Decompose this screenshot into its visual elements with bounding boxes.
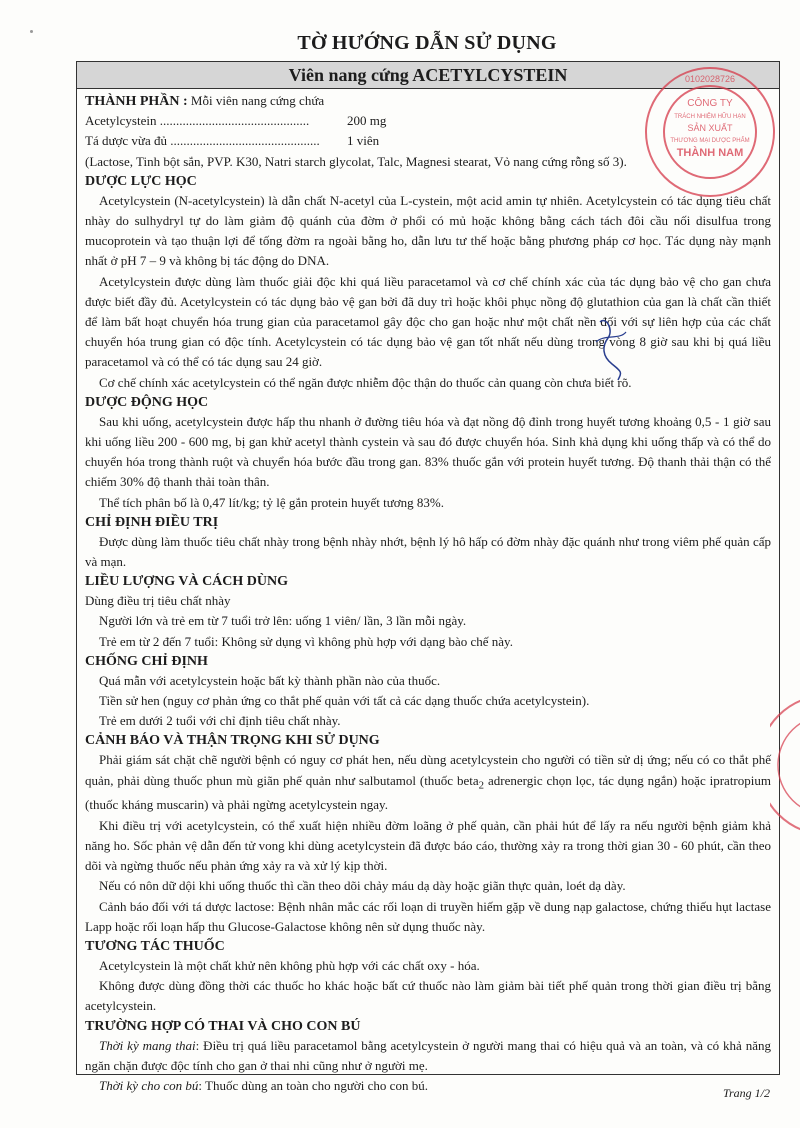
product-name-bar: Viên nang cứng ACETYLCYSTEIN [77, 62, 779, 89]
warnings-paragraph [85, 750, 771, 815]
pharmacokinetics-paragraph: Thể tích phân bố là 0,47 lít/kg; tỷ lệ gắn protein huyết tương 83%. [99, 494, 444, 510]
pregnancy-paragraph [85, 1036, 771, 1076]
active-ingredient-label: Acetylcystein .............................................. [85, 113, 310, 129]
seal-line: THƯƠNG MẠI DƯỢC PHẨM [670, 138, 750, 144]
seal-line: SẢN XUẤT [687, 123, 733, 133]
pharmacodynamics-paragraph: Cơ chế chính xác acetylcystein có thể ngăn được nhiễm độc thận do thuốc cản quang còn chưa biết rõ. [99, 374, 632, 390]
pharmacokinetics-heading: DƯỢC ĐỘNG HỌC [85, 394, 209, 410]
composition-heading: THÀNH PHẦN : [85, 94, 188, 109]
seal-line: THÀNH NAM [676, 147, 744, 159]
dosage-heading: LIỀU LƯỢNG VÀ CÁCH DÙNG [85, 574, 289, 590]
dosage-intro: Dùng điều trị tiêu chất nhày [85, 593, 231, 609]
leaflet-body [77, 89, 779, 1096]
signature-mark [592, 312, 632, 382]
warnings-paragraph: Cảnh báo đối với tá dược lactose: Bệnh nhân mắc các rối loạn di truyền hiếm gặp về dung nạp galactose, chứng thiếu hụt lactase Lapp hoặc rối loạn hấp thu Glucose-Galactose không nên sử dụng thuốc này. [85, 898, 771, 934]
warnings-text: adrenergic chọn lọc, tác dụng ngắn) hoặc ipratropium (thuốc kháng muscarin) và phải ngừng acetylcystein ngay. [85, 772, 771, 813]
pregnancy-text: : Điều trị quá liều paracetamol bằng acetylcystein ở người mang thai có hiệu quả và an toàn, và có khả năng ngăn chặn được độc tính cho gan ở thai nhi cũng như ở người mẹ. [85, 1037, 771, 1073]
pharmacodynamics-paragraph: Acetylcystein được dùng làm thuốc giải độc khi quá liều paracetamol và cơ chế chính xác của tác dụng bảo vệ cho gan chưa được biết đầy đủ. Acetylcystein có tác dụng bảo vệ gan bởi đã duy trì hoặc khôi phục nồng độ glutathion của gan là chất cần thiết để làm bất hoạt chuyển hóa trung gian của paracetamol gây độc cho gan hoặc như một chất nền đối với sự liên hợp của các chất chuyển hóa trung gian có độc tính. Acetylcystein có tác dụng bảo vệ gan tốt nhất nếu dùng trong vòng 8 giờ sau khi bị quá liều paracetamol và có thể có tác dụng sau 24 giờ. [85, 273, 771, 370]
company-seal-stamp [640, 62, 780, 202]
excipient-label: Tá dược vừa đủ .............................................. [85, 133, 320, 149]
dosage-paragraph: Người lớn và trẻ em từ 7 tuổi trở lên: uống 1 viên/ lần, 3 lần mỗi ngày. [99, 613, 467, 629]
warnings-paragraph: Nếu có nôn dữ dội khi uống thuốc thì cần theo dõi chảy máu dạ dày hoặc giãn thực quản, loét dạ dày. [99, 878, 626, 894]
warnings-paragraph: Khi điều trị với acetylcystein, có thể xuất hiện nhiều đờm loãng ở phế quản, cần phải hút để lấy ra nếu người bệnh giảm khả năng ho. Sốc phản vệ dẫn đến tử vong khi dùng acetylcystein đã được báo cáo, thường xảy ra trong thời gian 30 - 60 phút, cần theo dõi và ngừng thuốc nếu phản ứng xảy ra và xử lý kịp thời. [85, 817, 771, 874]
interactions-paragraph: Không được dùng đồng thời các thuốc ho khác hoặc bất cứ thuốc nào làm giảm bài tiết phế quản trong thời gian điều trị bằng acetylcystein. [85, 978, 771, 1014]
excipient-amount: 1 viên [347, 133, 380, 149]
pharmacodynamics-paragraph: Acetylcystein (N-acetylcystein) là dẫn chất N-acetyl của L-cystein, một acid amin tự nhiên. Acetylcystein có tác dụng tiêu chất nhày do sulhydryl tự do làm giảm độ quánh của đờm ở phổi có mủ hoặc không bằng cách tách đôi cầu nối disulfua trong mucoprotein và tạo thuận lợi để tống đờm ra ngoài bằng ho, dẫn lưu tư thế hoặc bằng phương pháp cơ học. Tác dụng này mạnh nhất ở pH 7 – 9 và không bị tác động do DNA. [85, 192, 771, 269]
seal-number: 0102028726 [684, 74, 736, 84]
interactions-heading: TƯƠNG TÁC THUỐC [85, 938, 225, 954]
pregnancy-label: Thời kỳ mang thai [99, 1037, 196, 1053]
pharmacodynamics-heading: DƯỢC LỰC HỌC [85, 173, 197, 189]
composition-intro: Mỗi viên nang cứng chứa [187, 93, 325, 108]
scan-speck [30, 30, 33, 33]
interactions-paragraph: Acetylcystein là một chất khử nên không phù hợp với các chất oxy - hóa. [99, 957, 480, 973]
edge-stamp-fragment [770, 690, 800, 840]
indications-paragraph: Được dùng làm thuốc tiêu chất nhày trong bệnh nhày nhớt, bệnh lý hô hấp có đờm nhày đặc quánh như trong viêm phế quản cấp và mạn. [85, 533, 771, 570]
pregnancy-heading: TRƯỜNG HỢP CÓ THAI VÀ CHO CON BÚ [85, 1018, 361, 1034]
seal-line: CÔNG TY [687, 98, 733, 109]
pharmacokinetics-paragraph: Sau khi uống, acetylcystein được hấp thu nhanh ở đường tiêu hóa và đạt nồng độ đỉnh trong huyết tương khoảng 0,5 - 1 giờ sau khi uống liều 200 - 600 mg, bị gan khử acetyl thành cystein và sau đó được chuyển hóa. Sinh khả dụng khi uống thấp và có thể do chuyển hóa trong thành ruột và chuyển hóa bước đầu trong gan. 83% thuốc gắn với protein huyết tương. Độ thanh thải thận có thể chiếm 30% độ thanh thải toàn thân. [85, 413, 771, 490]
warnings-heading: CẢNH BÁO VÀ THẬN TRỌNG KHI SỬ DỤNG [85, 733, 380, 749]
excipient-list: (Lactose, Tinh bột sắn, PVP. K30, Natri starch glycolat, Talc, Magnesi stearat, Vỏ nang cứng rỗng số 3). [85, 153, 627, 169]
page-number: Trang 1/2 [722, 1086, 770, 1100]
breastfeeding-text: : Thuốc dùng an toàn cho người cho con bú. [198, 1077, 428, 1093]
warnings-text: Phải giám sát chặt chẽ người bệnh có nguy cơ phát hen, nếu dùng acetylcystein cho người có tiền sử dị ứng; nếu có co thắt phế quản, phải dùng thuốc phun mù giãn phế quản như salbutamol (thuốc beta [85, 752, 771, 788]
indications-heading: CHỈ ĐỊNH ĐIỀU TRỊ [85, 514, 219, 530]
dosage-paragraph: Trẻ em từ 2 đến 7 tuổi: Không sử dụng vì không phù hợp với dạng bào chế này. [99, 633, 513, 649]
active-ingredient-amount: 200 mg [347, 113, 387, 129]
contraindications-paragraph: Tiền sử hen (nguy cơ phản ứng co thắt phế quản với tất cả các dạng thuốc chứa acetylcystein). [99, 693, 590, 709]
contraindications-heading: CHỐNG CHỈ ĐỊNH [85, 653, 208, 669]
breastfeeding-label: Thời kỳ cho con bú [99, 1077, 199, 1093]
breastfeeding-paragraph [85, 1076, 771, 1096]
contraindications-paragraph: Trẻ em dưới 2 tuổi với chỉ định tiêu chất nhày. [99, 713, 341, 729]
contraindications-paragraph: Quá mẫn với acetylcystein hoặc bất kỳ thành phần nào của thuốc. [99, 672, 441, 688]
document-title: TỜ HƯỚNG DẪN SỬ DỤNG [297, 32, 557, 54]
beta-subscript: 2 [478, 779, 485, 792]
seal-line: TRÁCH NHIỆM HỮU HẠN [674, 114, 746, 120]
